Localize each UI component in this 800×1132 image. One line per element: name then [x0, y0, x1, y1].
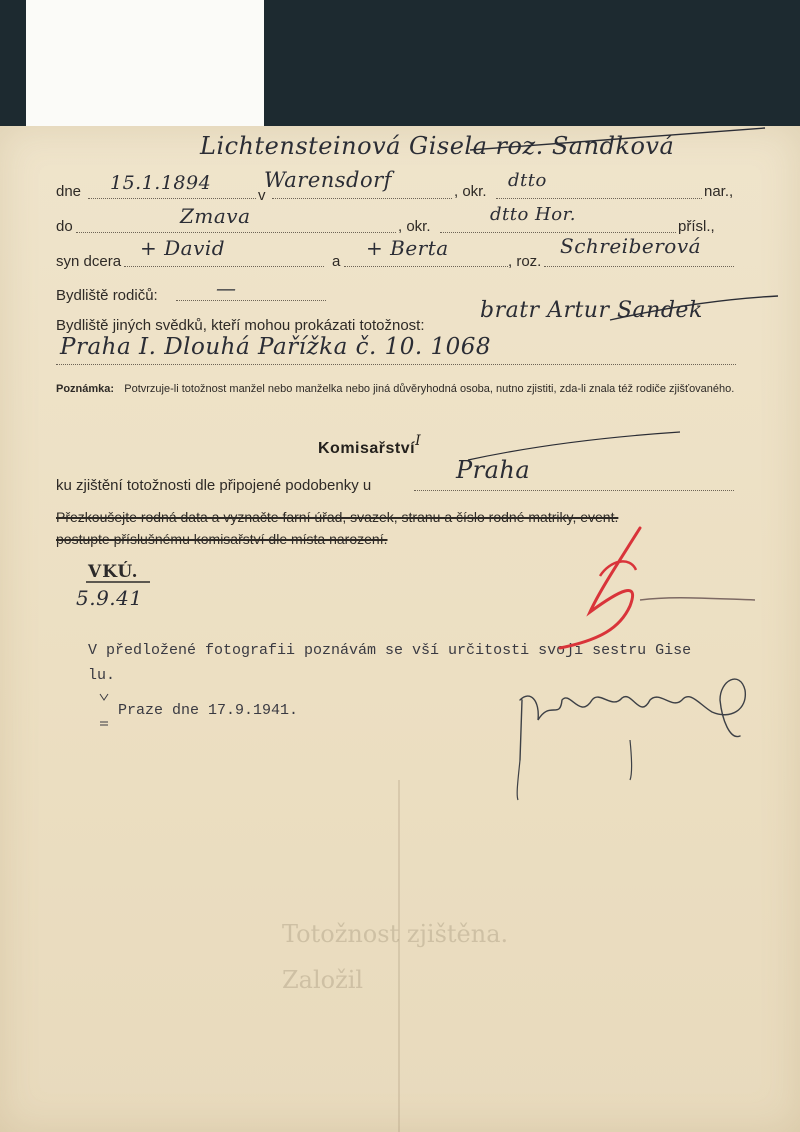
heading-flourish: [468, 432, 680, 460]
tick-mark-icon: [100, 722, 108, 725]
label-do: do: [56, 218, 73, 235]
domicile: Zmava: [180, 204, 251, 228]
mother-maiden: Schreiberová: [560, 234, 702, 258]
vku-stamp: VKÚ.: [88, 562, 139, 582]
ghost-text-1: Totožnost zjištěna.: [282, 920, 509, 948]
born-place: Warensdorf: [264, 168, 392, 192]
born-district: dtto: [508, 170, 547, 191]
request-place: Praha: [456, 456, 531, 484]
father: + David: [140, 236, 226, 260]
check-mark-icon: [100, 694, 108, 700]
heading-suffix: I: [415, 433, 422, 449]
note-label: Poznámka:: [56, 383, 115, 395]
born-date: 15.1.1894: [110, 172, 212, 194]
label-prisl: přísl.,: [678, 218, 715, 235]
witness-address: Praha I. Dlouhá Pařížka č. 10. 1068: [60, 334, 492, 360]
label-parents: syn dcera: [56, 253, 122, 270]
signature-tail-icon: [517, 740, 631, 800]
label-a: a: [332, 253, 341, 270]
typed-place-date: Praze dne 17.9.1941.: [118, 702, 299, 719]
request-text: ku zjištění totožnosti dle připojené podobenky u: [56, 477, 372, 494]
witness-flourish: [610, 296, 778, 320]
witness-name: bratr Artur Sandek: [480, 298, 703, 323]
red-mark-icon: [560, 528, 640, 648]
domicile-district: dtto Hor.: [490, 204, 576, 225]
label-dne: dne: [56, 183, 82, 200]
red-flourish-icon: [640, 598, 755, 600]
struck-line-2: postupte příslušnému komisařství dle místa narození.: [56, 531, 388, 547]
label-okr: , okr.: [454, 183, 487, 200]
vku-date: 5.9.41: [76, 586, 143, 610]
signature-icon: [520, 679, 745, 760]
parents-residence: —: [216, 276, 237, 300]
label-witnesses: Bydliště jiných svědků, kteří mohou prokázati totožnost:: [56, 317, 425, 334]
name-underline: [470, 128, 765, 150]
label-roz: , roz.: [508, 253, 542, 270]
mother: + Berta: [366, 236, 449, 260]
ghost-text-2: Založil: [282, 966, 364, 994]
label-okr2: , okr.: [398, 218, 431, 235]
heading-text: Komisařství: [318, 440, 416, 457]
name-handwritten: Lichtensteinová Gisela roz. Sandková: [200, 132, 675, 160]
typed-statement-2: lu.: [88, 667, 116, 684]
label-nar: nar.,: [704, 183, 734, 200]
note-text: Potvrzuje-li totožnost manžel nebo manželka nebo jiná důvěryhodná osoba, nutno zjistiti, zda-li znala též rodiče zjišťovaného.: [124, 383, 735, 395]
label-parents-residence: Bydliště rodičů:: [56, 287, 158, 304]
typed-statement-1: V předložené fotografii poznávám se vší určitosti svoji sestru Gise: [88, 642, 692, 659]
label-v: v: [258, 187, 266, 204]
struck-line-1: Přezkoušejte rodná data a vyznačte farní úřad, svazek, stranu a číslo rodné matriky, event.: [56, 509, 619, 525]
